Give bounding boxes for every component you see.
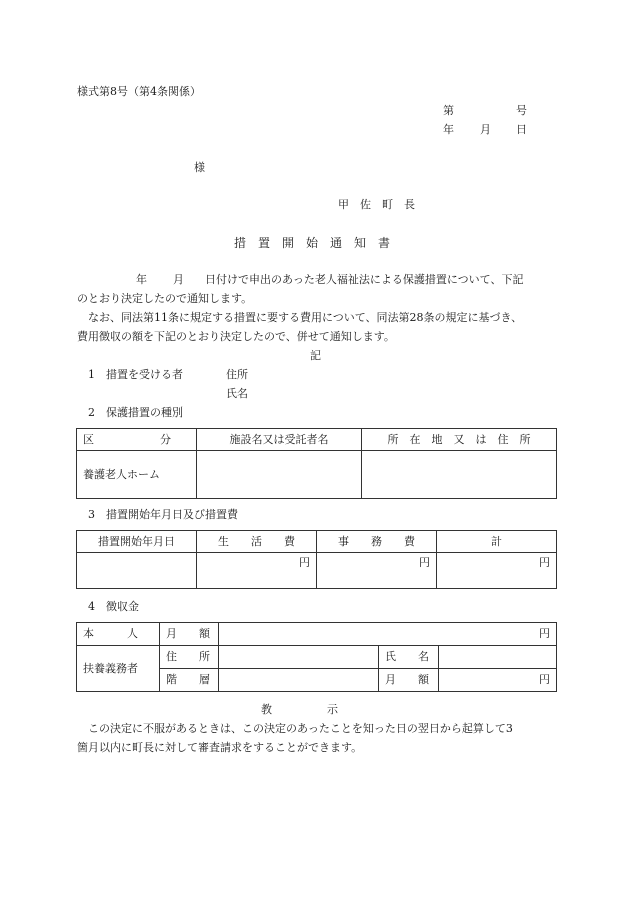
header-total: 計 [437, 531, 557, 553]
number-label-go: 号 [516, 104, 527, 117]
location-cell [362, 451, 557, 499]
p1-year: 年 [136, 273, 147, 286]
issuer: 甲 佐 町 長 [338, 198, 415, 211]
self-label: 本 人 [77, 623, 160, 646]
living-cost-yen: 円 [197, 553, 317, 589]
document-title: 措 置 開 始 通 知 書 [234, 236, 391, 250]
notice-line1: この決定に不服があるときは、この決定のあったことを知った日の翌日から起算して3 [88, 722, 513, 735]
supporter-name-cell [439, 646, 557, 669]
recipient-suffix: 様 [194, 161, 205, 174]
admin-cost-yen: 円 [317, 553, 437, 589]
supporter-address-cell [219, 646, 379, 669]
p1-line2: のとおり決定したので通知します。 [77, 292, 253, 305]
header-start-date: 措置開始年月日 [77, 531, 197, 553]
supporter-tier-cell [219, 669, 379, 692]
date-day: 日 [516, 123, 527, 136]
total-yen: 円 [437, 553, 557, 589]
p2-line1: なお、同法第11条に規定する措置に要する費用について、同法第28条の規定に基づき、 [88, 311, 523, 324]
number-label-dai: 第 [443, 104, 454, 117]
header-facility: 施設名又は受託者名 [197, 429, 362, 451]
header-admin-cost: 事 務 費 [317, 531, 437, 553]
supporter-monthly-label: 月 額 [379, 669, 439, 692]
supporter-address-label: 住 所 [160, 646, 219, 669]
collection-table [76, 622, 557, 692]
header-category: 区 分 [77, 429, 197, 451]
row-label-nursing-home: 養護老人ホーム [77, 451, 197, 499]
section4-label: 4 徴収金 [88, 600, 139, 613]
p1-text: 日付けで申出のあった老人福祉法による保護措置について、下記 [205, 273, 524, 286]
p2-line2: 費用徴収の額を下記のとおり決定したので、併せて通知します。 [77, 330, 395, 343]
notice-title: 教 示 [261, 703, 338, 716]
date-month: 月 [480, 123, 491, 136]
header-location: 所 在 地 又 は 住 所 [362, 429, 557, 451]
supporter-name-label: 氏 名 [379, 646, 439, 669]
supporter-label: 扶養義務者 [77, 646, 160, 692]
section2-label: 2 保護措置の種別 [88, 406, 183, 419]
care-type-table [76, 428, 557, 499]
self-monthly-yen: 円 [219, 623, 557, 646]
ki-label: 記 [310, 349, 321, 362]
header-living-cost: 生 活 費 [197, 531, 317, 553]
cost-table [76, 530, 557, 589]
self-monthly-label: 月 額 [160, 623, 219, 646]
form-number: 様式第8号（第4条関係） [77, 85, 201, 98]
notice-line2: 箇月以内に町長に対して審査請求をすることができます。 [77, 741, 363, 754]
date-year: 年 [443, 123, 454, 136]
facility-cell [197, 451, 362, 499]
supporter-monthly-yen: 円 [439, 669, 557, 692]
section1-address: 住所 [226, 368, 248, 381]
p1-month: 月 [173, 273, 184, 286]
section1-label: 1 措置を受ける者 [88, 368, 183, 381]
section3-label: 3 措置開始年月日及び措置費 [88, 508, 238, 521]
section1-name: 氏名 [226, 387, 248, 400]
supporter-tier-label: 階 層 [160, 669, 219, 692]
start-date-cell [77, 553, 197, 589]
